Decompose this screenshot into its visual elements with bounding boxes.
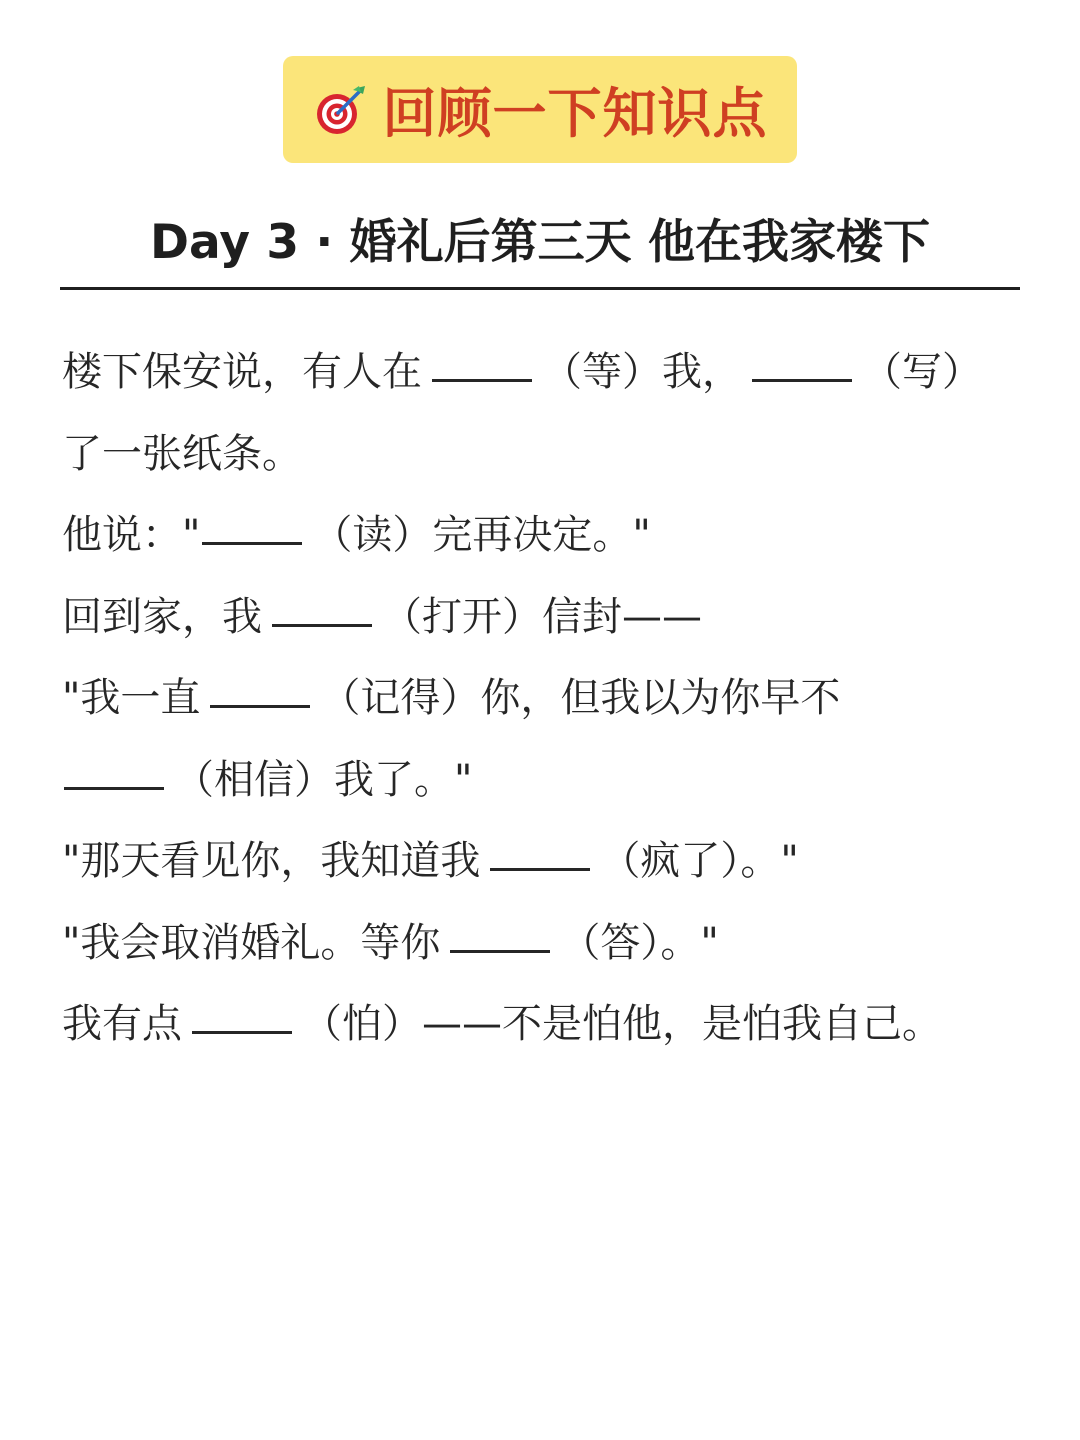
header-badge xyxy=(283,56,797,163)
fill-blank[interactable] xyxy=(192,1030,292,1034)
exercise-line-4 xyxy=(62,577,1022,659)
line-text: 回到家，我 xyxy=(62,593,262,640)
line-text: （疯了）。" xyxy=(600,838,799,884)
exercise-line-5 xyxy=(62,658,1022,740)
line-text: 他说：" xyxy=(62,512,201,558)
line-text: （答）。" xyxy=(560,919,719,966)
fill-blank[interactable] xyxy=(490,867,590,871)
dart-target-icon xyxy=(313,82,369,138)
exercise-line-1 xyxy=(62,332,1022,414)
exercise-line-7 xyxy=(62,821,1022,903)
fill-blank[interactable] xyxy=(202,541,302,545)
line-text: （写） xyxy=(862,349,982,395)
line-text: "那天看见你，我知道我 xyxy=(62,838,481,884)
line-text: （相信）我了。" xyxy=(174,756,473,803)
fill-blank[interactable] xyxy=(432,378,532,382)
fill-blank[interactable] xyxy=(272,623,372,627)
line-text: "我会取消婚礼。等你 xyxy=(62,919,441,966)
line-text: （等）我， xyxy=(542,349,742,395)
exercise-line-2 xyxy=(62,414,1022,496)
fill-blank[interactable] xyxy=(64,786,164,790)
fill-blank[interactable] xyxy=(210,704,310,708)
line-text: （打开）信封—— xyxy=(382,593,702,640)
exercise-line-3 xyxy=(62,495,1022,577)
fill-blank[interactable] xyxy=(752,378,852,382)
header-title: 回顾一下知识点 xyxy=(382,82,768,145)
exercise-line-6 xyxy=(62,740,1022,822)
line-text: （读）完再决定。" xyxy=(312,512,651,558)
exercise-line-8 xyxy=(62,903,1022,985)
exercise-text xyxy=(62,332,1022,1066)
line-text: "我一直 xyxy=(62,675,201,721)
line-text: （怕）——不是怕他，是怕我自己。 xyxy=(302,1001,942,1047)
line-text: 我有点 xyxy=(62,1001,182,1047)
divider xyxy=(60,287,1020,290)
line-text: （记得）你，但我以为你早不 xyxy=(320,675,841,721)
page-subtitle: Day 3 · 婚礼后第三天 他在我家楼下 xyxy=(150,215,930,270)
line-text: 楼下保安说，有人在 xyxy=(62,349,422,395)
fill-blank[interactable] xyxy=(450,949,550,953)
line-text: 了一张纸条。 xyxy=(62,430,302,477)
exercise-line-9 xyxy=(62,984,1022,1066)
